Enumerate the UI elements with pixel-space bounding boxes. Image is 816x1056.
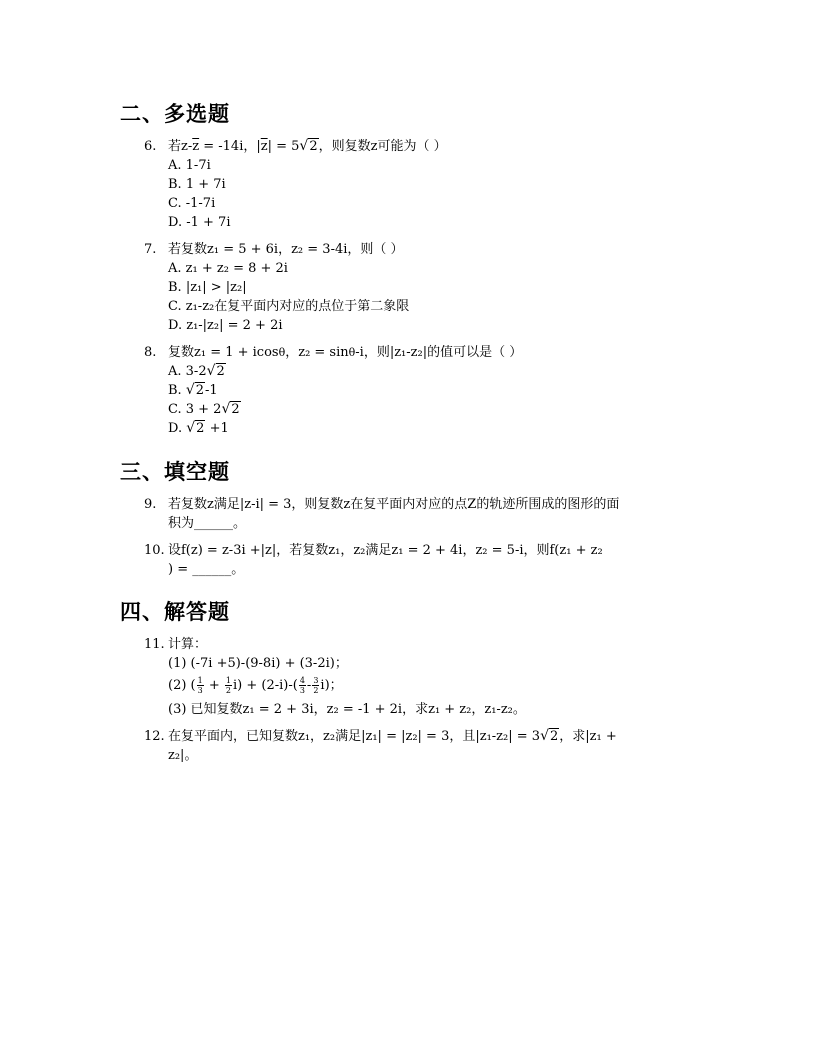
section-title-answer: 四、解答题 bbox=[120, 600, 230, 624]
q11-title: 计算： bbox=[168, 637, 208, 652]
q7-number: 7. bbox=[144, 242, 157, 257]
q8-option-d: D. √2 +1 bbox=[168, 420, 229, 436]
q6-option-b: B. 1 + 7i bbox=[168, 177, 226, 192]
q8-number: 8. bbox=[144, 345, 157, 360]
section-title-fill-blank: 三、填空题 bbox=[120, 460, 230, 484]
q6-option-d: D. -1 + 7i bbox=[168, 215, 231, 230]
q11-part-3: (3) 已知复数z₁ = 2 + 3i，z₂ = -1 + 2i，求z₁ + z₂，z₁-z₂。 bbox=[168, 702, 526, 717]
q12-line-1: 在复平面内，已知复数z₁，z₂满足|z₁| = |z₂| = 3，且|z₁-z₂| = 3√2，求|z₁ + bbox=[168, 728, 617, 744]
q8-option-b: B. √2-1 bbox=[168, 382, 218, 398]
q12-number: 12. bbox=[144, 729, 165, 744]
q8-option-a: A. 3-2√2 bbox=[168, 363, 225, 379]
q7-option-c: C. z₁-z₂在复平面内对应的点位于第二象限 bbox=[168, 299, 410, 314]
q10-number: 10. bbox=[144, 543, 165, 558]
q12-line-2: z₂|。 bbox=[168, 748, 198, 763]
q7-option-a: A. z₁ + z₂ = 8 + 2i bbox=[168, 261, 288, 276]
q6-option-a: A. 1-7i bbox=[168, 158, 211, 173]
q7-stem: 若复数z₁ = 5 + 6i，z₂ = 3-4i，则（ ） bbox=[168, 242, 404, 257]
q11-part-1: (1) (-7i +5)-(9-8i) + (3-2i)； bbox=[168, 656, 348, 671]
q8-option-c: C. 3 + 2√2 bbox=[168, 401, 240, 417]
q11-number: 11. bbox=[144, 637, 165, 652]
q9-number: 9. bbox=[144, 497, 157, 512]
q6-option-c: C. -1-7i bbox=[168, 196, 216, 211]
q7-option-b: B. |z₁| > |z₂| bbox=[168, 280, 247, 295]
section-title-multi-choice: 二、多选题 bbox=[120, 102, 230, 126]
q8-stem: 复数z₁ = 1 + icosθ，z₂ = sinθ-i，则|z₁-z₂|的值可以是（ ） bbox=[168, 345, 523, 360]
q9-line-2: 积为______。 bbox=[168, 516, 247, 531]
q11-part-2: (2) ( $\frac{1}{3}$ + $\frac{1}{2}$ i) + (2-i)-( $\frac{4}{3}$ - $\frac{3}{2}$ i)； bbox=[168, 676, 343, 695]
q10-line-2: ) = ______。 bbox=[168, 562, 245, 577]
q7-option-d: D. z₁-|z₂| = 2 + 2i bbox=[168, 318, 283, 333]
q6-number: 6. bbox=[144, 139, 157, 154]
q9-line-1: 若复数z满足|z-i| = 3，则复数z在复平面内对应的点Z的轨迹所围成的图形的面 bbox=[168, 497, 620, 512]
q10-line-1: 设f(z) = z-3i +|z|，若复数z₁，z₂满足z₁ = 2 + 4i，z₂ = 5-i，则f(z₁ + z₂ bbox=[168, 543, 603, 558]
q6-stem: 若$z-\overline{z} = -14i$，$|\overline{z}| = 5√2$，则复数z可能为（ ） bbox=[168, 138, 447, 154]
